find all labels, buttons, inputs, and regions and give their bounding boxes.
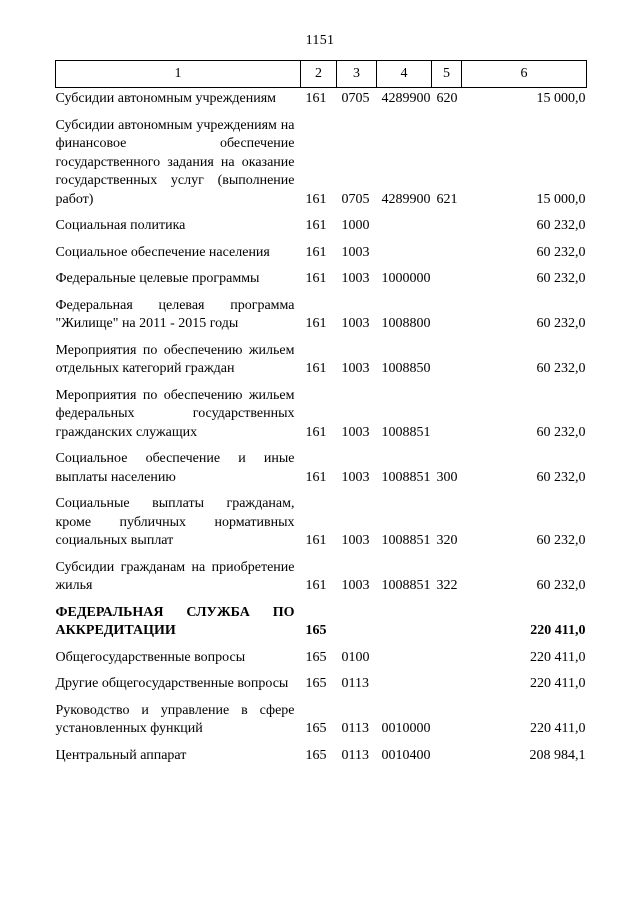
- row-code-5: [432, 597, 462, 642]
- row-name: Другие общегосударственные вопросы: [55, 676, 289, 691]
- row-code-4: 1008851: [381, 469, 431, 485]
- row-code-2: 161: [305, 533, 327, 548]
- row-code-5: [432, 668, 462, 695]
- row-code-2: 165: [305, 747, 327, 763]
- table-row: [56, 210, 587, 237]
- table-row: [56, 552, 587, 597]
- row-name: Субсидии гражданам на приобретение жилья: [55, 559, 295, 593]
- row-name: Руководство и управление в сфере установленных функций: [55, 702, 295, 736]
- row-name: Центральный аппарат: [55, 747, 187, 763]
- row-code-5: [432, 642, 462, 669]
- row-code-3: 1003: [341, 578, 370, 593]
- column-header-4: 4: [377, 61, 432, 88]
- row-code-5: [432, 335, 462, 380]
- row-amount: 60 232,0: [536, 533, 586, 548]
- row-code-2: 161: [305, 424, 327, 440]
- row-code-4: 1008800: [381, 316, 431, 331]
- row-amount: 60 232,0: [536, 361, 586, 376]
- row-amount: 220 411,0: [530, 649, 586, 665]
- row-name: Федеральные целевые программы: [55, 271, 260, 286]
- row-amount: 60 232,0: [536, 316, 586, 331]
- table-row: [56, 443, 587, 488]
- table-row: [56, 237, 587, 264]
- column-header-3: 3: [337, 61, 377, 88]
- row-name: Мероприятия по обеспечению жильем отдельных категорий граждан: [55, 342, 295, 376]
- row-name: Субсидии автономным учреждениям: [55, 91, 277, 106]
- row-code-2: 165: [305, 649, 327, 665]
- row-code-4: 0010000: [381, 721, 431, 736]
- row-amount: 60 232,0: [536, 218, 586, 233]
- row-code-3: 1000: [341, 218, 370, 233]
- row-code-4: 1000000: [381, 271, 431, 286]
- row-code-3: 1003: [341, 469, 370, 485]
- row-amount: 15 000,0: [536, 91, 586, 106]
- row-amount: 220 411,0: [530, 623, 586, 638]
- row-code-3: 1003: [341, 316, 370, 331]
- row-code-5: 621: [436, 191, 458, 207]
- table-row: [56, 88, 587, 110]
- row-code-2: 161: [305, 271, 327, 286]
- row-code-3: 0705: [341, 91, 370, 106]
- row-code-3: 1003: [341, 424, 370, 440]
- table-row: [56, 668, 587, 695]
- row-code-4: 4289900: [381, 191, 431, 207]
- row-amount: 60 232,0: [536, 578, 586, 593]
- row-code-5: [432, 695, 462, 740]
- row-name: Социальная политика: [55, 218, 186, 233]
- row-code-2: 161: [305, 244, 327, 260]
- row-name: Мероприятия по обеспечению жильем федеральных государственных гражданских служащих: [55, 387, 295, 440]
- column-header-6: 6: [462, 61, 587, 88]
- row-code-5: 620: [436, 91, 458, 106]
- row-code-2: 165: [305, 721, 327, 736]
- row-name: ФЕДЕРАЛЬНАЯ СЛУЖБА ПО АККРЕДИТАЦИИ: [55, 604, 295, 638]
- table-body: [56, 88, 587, 767]
- column-header-row: [56, 61, 587, 88]
- table-row: [56, 642, 587, 669]
- row-amount: 60 232,0: [536, 469, 586, 485]
- row-code-2: 161: [305, 191, 327, 207]
- row-code-3: 0100: [341, 649, 370, 665]
- row-code-2: 161: [305, 218, 327, 233]
- row-name: Субсидии автономным учреждениям на финансовое обеспечение государственного задания на оказание государственных услуг (выполнение работ): [55, 117, 295, 207]
- row-code-4: [377, 210, 432, 237]
- table-row: [56, 380, 587, 444]
- row-amount: 220 411,0: [530, 721, 586, 736]
- row-code-2: 161: [305, 91, 327, 106]
- row-name: Социальные выплаты гражданам, кроме публичных нормативных социальных выплат: [55, 496, 295, 548]
- row-code-4: [377, 597, 432, 642]
- row-amount: 15 000,0: [536, 191, 586, 207]
- row-name: Социальное обеспечение и иные выплаты населению: [55, 451, 295, 485]
- table-row: [56, 488, 587, 552]
- row-amount: 60 232,0: [536, 424, 586, 440]
- table-row: [56, 110, 587, 211]
- table-row: [56, 695, 587, 740]
- row-amount: 60 232,0: [536, 271, 586, 286]
- row-amount: 220 411,0: [530, 676, 586, 691]
- row-code-5: [432, 210, 462, 237]
- row-code-4: 1008850: [381, 361, 431, 376]
- row-code-5: [432, 263, 462, 290]
- page-number: 1151: [305, 33, 335, 48]
- row-code-2: 161: [305, 361, 327, 376]
- table-row: [56, 740, 587, 767]
- row-code-5: 322: [436, 578, 458, 593]
- row-code-2: 161: [305, 578, 327, 593]
- row-code-4: 4289900: [381, 91, 431, 106]
- row-code-2: 161: [305, 316, 327, 331]
- row-code-2: 165: [305, 623, 327, 638]
- row-code-3: 0113: [341, 721, 369, 736]
- row-name: Социальное обеспечение населения: [55, 244, 270, 260]
- row-code-3: 0113: [341, 747, 369, 763]
- row-code-5: [432, 290, 462, 335]
- row-code-3: [337, 597, 377, 642]
- row-code-4: 1008851: [381, 424, 431, 440]
- row-code-3: 0705: [341, 191, 370, 207]
- row-code-2: 165: [305, 676, 327, 691]
- row-code-3: 0113: [341, 676, 369, 691]
- budget-table: [55, 60, 587, 766]
- row-code-3: 1003: [341, 244, 370, 260]
- row-amount: 208 984,1: [529, 747, 586, 763]
- row-code-4: [377, 642, 432, 669]
- column-header-5: 5: [432, 61, 462, 88]
- table-row: [56, 290, 587, 335]
- row-code-3: 1003: [341, 361, 370, 376]
- row-code-5: 320: [436, 533, 458, 548]
- row-code-5: [432, 740, 462, 767]
- row-code-4: [377, 237, 432, 264]
- row-code-4: 1008851: [381, 578, 431, 593]
- row-code-5: [432, 237, 462, 264]
- row-amount: 60 232,0: [536, 244, 586, 260]
- row-code-5: 300: [436, 469, 458, 485]
- column-header-2: 2: [301, 61, 337, 88]
- row-name: Общегосударственные вопросы: [55, 649, 246, 665]
- row-code-2: 161: [305, 469, 327, 485]
- row-code-4: [377, 668, 432, 695]
- row-code-4: 0010400: [381, 747, 431, 763]
- row-code-5: [432, 380, 462, 444]
- table-row: [56, 335, 587, 380]
- table-row: [56, 597, 587, 642]
- row-name: Федеральная целевая программа "Жилище" на 2011 - 2015 годы: [55, 297, 295, 331]
- row-code-4: 1008851: [381, 533, 431, 548]
- table-row: [56, 263, 587, 290]
- column-header-1: 1: [56, 61, 301, 88]
- row-code-3: 1003: [341, 533, 370, 548]
- row-code-3: 1003: [341, 271, 370, 286]
